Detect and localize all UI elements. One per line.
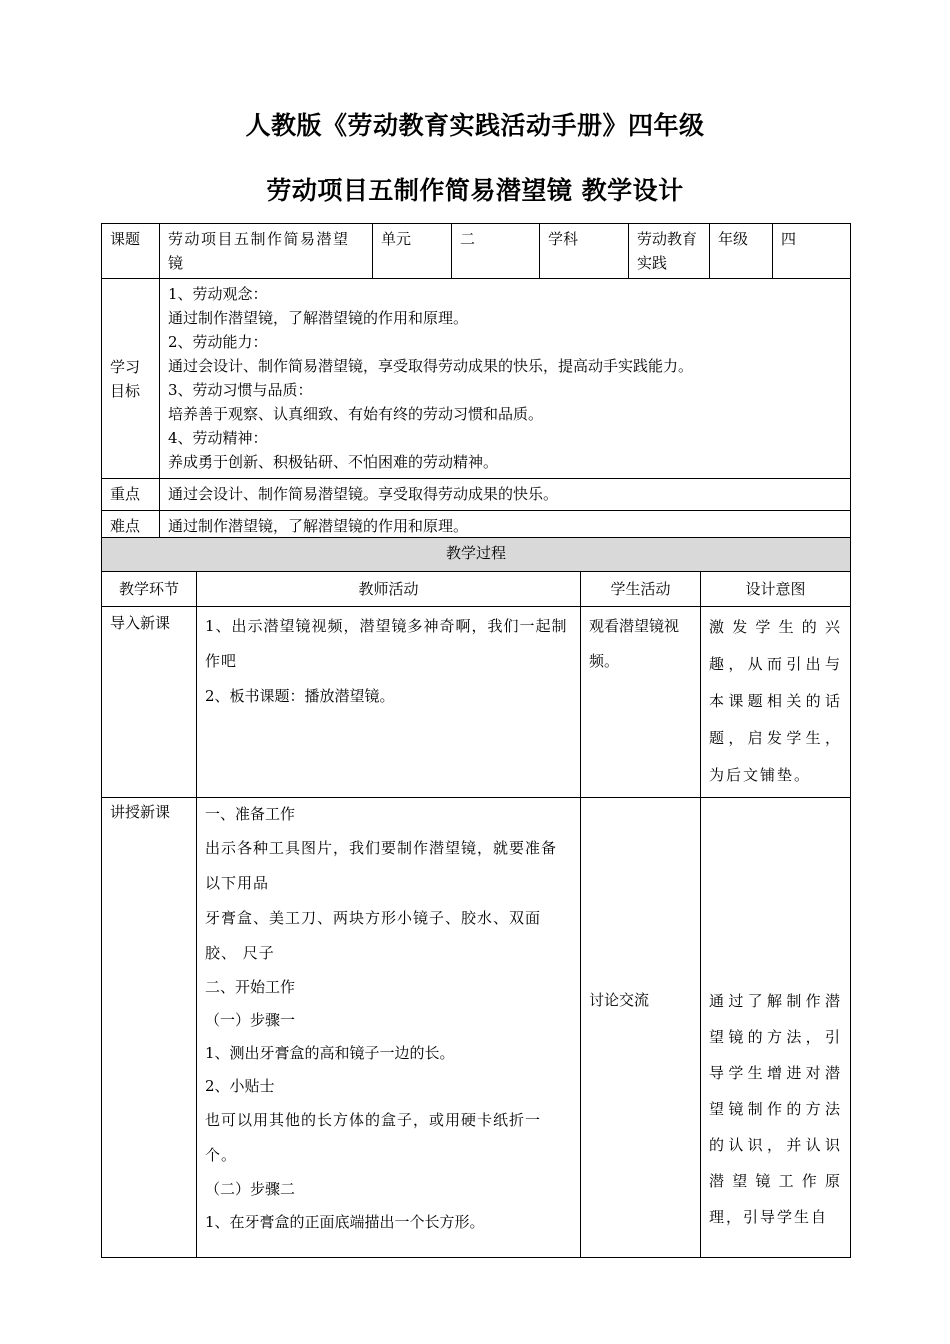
grade-label: 年级 [710, 224, 773, 279]
unit-value: 二 [452, 224, 540, 279]
column-header: 学生活动 [581, 572, 701, 607]
goal-line: 3、劳动习惯与品质： [168, 381, 313, 399]
teacher-line: 一、准备工作 [205, 805, 296, 823]
document-title: 人教版《劳动教育实践活动手册》四年级 [245, 111, 705, 140]
teacher-line: 出示各种工具图片，我们要制作潜望镜，就要准备以下用品 [205, 839, 558, 892]
teacher-cell [197, 607, 581, 798]
document-subtitle: 劳动项目五制作简易潜望镜 教学设计 [266, 176, 684, 205]
process-header: 教学过程 [102, 538, 851, 572]
table-row [102, 607, 851, 798]
teacher-line: （二）步骤二 [205, 1180, 296, 1198]
goal-line: 培养善于观察、认真细致、有始有终的劳动习惯和品质。 [168, 405, 544, 423]
student-cell: 讨论交流 [581, 798, 701, 1258]
intent-cell [701, 798, 851, 1258]
goal-line: 养成勇于创新、积极钻研、不怕困难的劳动精神。 [168, 453, 499, 471]
teacher-line: 2、小贴士 [205, 1077, 275, 1095]
goal-line: 1、劳动观念： [168, 285, 268, 303]
teacher-cell [197, 798, 581, 1258]
topic-label: 课题 [102, 224, 160, 279]
column-header: 设计意图 [701, 572, 851, 607]
subject-label: 学科 [540, 224, 629, 279]
table-row [102, 798, 851, 1258]
info-table [101, 223, 851, 543]
column-header: 教师活动 [197, 572, 581, 607]
key-point-label: 重点 [102, 479, 160, 511]
goal-line: 4、劳动精神： [168, 429, 268, 447]
process-table [101, 537, 851, 1258]
teacher-line: （一）步骤一 [205, 1011, 296, 1029]
goal-line: 2、劳动能力： [168, 333, 268, 351]
teacher-line: 2、板书课题：播放潜望镜。 [205, 687, 395, 705]
goals-label: 学习目标 [102, 279, 160, 479]
student-cell [581, 607, 701, 798]
intent-cell [701, 607, 851, 798]
teacher-line: 二、开始工作 [205, 978, 296, 996]
difficulty-value: 通过制作潜望镜，了解潜望镜的作用和原理。 [160, 511, 851, 543]
intent-text: 通过了解制作潜望镜的方法，引导学生增进对潜望镜制作的方法的认识，并认识潜望镜工作原理，引导学生自 [709, 992, 843, 1226]
intent-text: 激发学生的兴趣，从而引出与本课题相关的话题，启发学生，为后文铺垫。 [709, 618, 843, 784]
difficulty-label: 难点 [102, 511, 160, 543]
unit-label: 单元 [373, 224, 452, 279]
goal-line: 通过会设计、制作简易潜望镜，享受取得劳动成果的快乐，提高动手实践能力。 [168, 357, 694, 375]
stage-cell: 导入新课 [102, 607, 197, 798]
teacher-line: 1、测出牙膏盒的高和镜子一边的长。 [205, 1044, 455, 1062]
teacher-line: 1、在牙膏盒的正面底端描出一个长方形。 [205, 1213, 485, 1231]
grade-value: 四 [773, 224, 851, 279]
teacher-line: 1、出示潜望镜视频，潜望镜多神奇啊，我们一起制作吧 [205, 617, 568, 670]
goal-line: 通过制作潜望镜，了解潜望镜的作用和原理。 [168, 309, 469, 327]
teacher-line: 牙膏盒、美工刀、两块方形小镜子、胶水、双面胶、 尺子 [205, 909, 542, 962]
column-header: 教学环节 [102, 572, 197, 607]
student-text: 观看潜望镜视频。 [589, 617, 680, 670]
subject-value: 劳动教育实践 [629, 224, 710, 279]
teacher-line: 也可以用其他的长方体的盒子，或用硬卡纸折一个。 [205, 1111, 542, 1164]
goals-content [160, 279, 851, 479]
topic-value: 劳动项目五制作简易潜望镜 [160, 224, 373, 279]
key-point-value: 通过会设计、制作简易潜望镜。享受取得劳动成果的快乐。 [160, 479, 851, 511]
stage-cell: 讲授新课 [102, 798, 197, 1258]
